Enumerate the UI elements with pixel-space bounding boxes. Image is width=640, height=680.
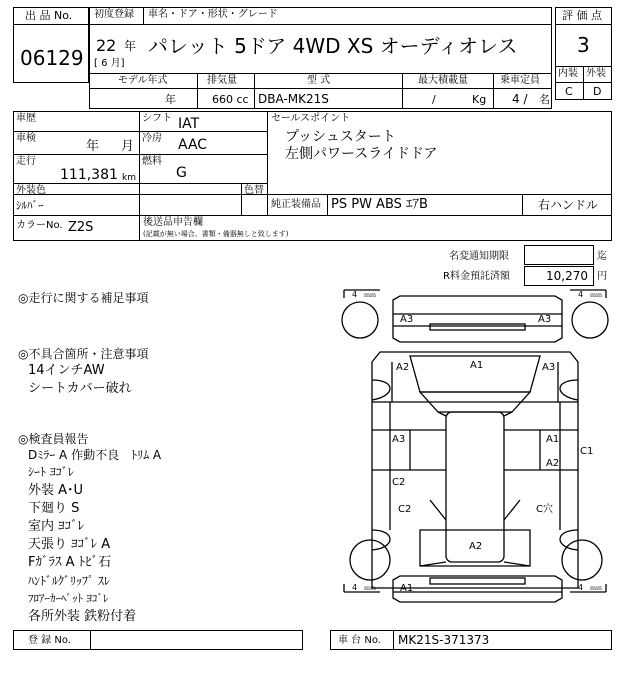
interior-grade: C <box>565 85 573 98</box>
tyre-front-left <box>342 302 378 338</box>
inspector-title: ◎検査員報告 <box>18 432 89 446</box>
recycle-unit: 円 <box>597 271 607 282</box>
shaken-year-unit: 年 <box>86 139 100 154</box>
mark-rear-bumper: A1 <box>400 583 414 594</box>
mark-fender-left: A2 <box>396 362 410 373</box>
mark-pillar-right: C1 <box>580 446 594 457</box>
inspector-note-7: Fｶﾞﾗｽ A ﾄﾋﾞ石 <box>28 555 112 570</box>
chassis-no: MK21S-371373 <box>398 633 490 647</box>
car-name-label: 車名・ドア・形状・グレード <box>148 9 278 20</box>
lot-number: 06129 <box>20 46 84 70</box>
mark-fender-right: A3 <box>542 362 556 373</box>
history-label: 車歴 <box>16 113 36 124</box>
exterior-label: 外装 <box>586 68 606 79</box>
defects-title: ◎不具合箇所・注意事項 <box>18 347 149 361</box>
svg-text:4: 4 <box>578 290 584 299</box>
svg-text:ｍｍ: ｍｍ <box>364 292 377 299</box>
car-body <box>372 352 578 588</box>
fuel-label: 燃料 <box>142 156 162 167</box>
color-no: Z2S <box>68 220 94 235</box>
mark-hood: A1 <box>470 360 484 371</box>
name-change-label: 名変通知期限 <box>449 251 509 262</box>
repaint-label: 色替 <box>244 185 264 196</box>
year-unit: 年 <box>124 39 137 53</box>
shaken-label: 車検 <box>16 133 36 144</box>
sales-point-2: 左側パワースライドドア <box>285 146 438 162</box>
lot-number-label: 出 品 No. <box>25 9 73 22</box>
name-change-unit: 迄 <box>597 251 607 262</box>
mark-front-door-left: A3 <box>392 434 406 445</box>
divider <box>393 630 394 650</box>
ext-color: ｼﾙﾊﾞｰ <box>16 199 44 212</box>
max-load-label: 最大積載量 <box>418 75 468 86</box>
type-label: 型 式 <box>307 75 331 86</box>
mark-rear-gate: A2 <box>469 541 483 552</box>
ac-label: 冷房 <box>142 133 162 144</box>
corner-marker-top-left <box>344 290 380 299</box>
front-bumper <box>393 296 562 342</box>
inspector-note-4: 下廻り S <box>28 501 80 516</box>
aftermarket-label: 後送品申告欄 <box>143 217 203 228</box>
svg-text:ｍｍ: ｍｍ <box>590 292 603 299</box>
chassis-label: 車 台 No. <box>338 635 381 646</box>
color-no-label: カラーNo. <box>16 220 63 231</box>
rear-bumper <box>393 576 562 602</box>
defect-2: シートカバー破れ <box>28 381 132 396</box>
score-label: 評 価 点 <box>562 9 602 22</box>
max-load-unit: Kg <box>472 93 487 106</box>
ac: AAC <box>178 137 208 153</box>
type: DBA-MK21S <box>258 92 329 106</box>
sales-point-label: セールスポイント <box>271 113 351 124</box>
ext-color-label: 外装色 <box>16 185 46 196</box>
inspector-note-3: 外装 A･U <box>28 483 84 498</box>
svg-text:ｍｍ: ｍｍ <box>590 585 603 592</box>
max-load-sep: / <box>432 93 436 106</box>
capacity-label: 乗車定員 <box>500 75 540 86</box>
steering: 右ハンドル <box>538 198 599 212</box>
score: 3 <box>577 33 590 57</box>
first-reg-month: [ 6 月] <box>94 58 125 69</box>
shaken-month-unit: 月 <box>121 139 135 154</box>
displacement: 660 cc <box>212 93 249 106</box>
tyre-front-right <box>572 302 608 338</box>
svg-text:4: 4 <box>352 583 358 592</box>
mark-front-bumper-left: A3 <box>400 314 414 325</box>
car-name: パレット 5ドア 4WD XS オーディオレス <box>148 34 518 58</box>
inspector-note-10: 各所外装 鉄粉付着 <box>28 609 137 624</box>
mileage: 111,381 <box>60 167 118 183</box>
divider <box>90 630 91 650</box>
inspector-note-8: ﾊﾝﾄﾞﾙｸﾞﾘｯﾌﾟ ｽﾚ <box>28 574 110 588</box>
inspector-note-5: 室内 ﾖｺﾞﾚ <box>28 519 85 534</box>
corner-marker-top-right <box>570 290 606 299</box>
recycle-label: R料金預託済額 <box>443 271 510 282</box>
equipment: PS PW ABS ｴｱB <box>331 197 428 212</box>
recycle-amount: 10,270 <box>546 269 588 283</box>
first-reg-label: 初度登録 <box>94 9 134 20</box>
first-reg-year: 22 <box>96 36 117 55</box>
model-year-label: モデル年式 <box>118 75 168 86</box>
mileage-unit: km <box>122 173 136 183</box>
mark-quarter-left: C2 <box>398 504 412 515</box>
svg-text:4: 4 <box>352 290 358 299</box>
inspector-note-9: ﾌﾛｱｰｶｰﾍﾟｯﾄ ﾖｺﾞﾚ <box>28 592 109 605</box>
defect-1: 14インチAW <box>28 363 105 378</box>
tyre-rear-right <box>562 540 602 580</box>
svg-text:ｍｍ: ｍｍ <box>364 585 377 592</box>
inspector-note-6: 天張り ﾖｺﾞﾚ A <box>28 537 111 552</box>
driving-notes-title: ◎走行に関する補足事項 <box>18 291 149 305</box>
mileage-label: 走行 <box>16 156 36 167</box>
equipment-label: 純正装備品 <box>271 199 321 210</box>
mark-rear-door-right: A2 <box>546 458 560 469</box>
shift: IAT <box>178 116 200 132</box>
tyre-rear-left <box>350 540 390 580</box>
shift-label: シフト <box>142 113 172 124</box>
mark-rear-door-left: C2 <box>392 477 406 488</box>
capacity: 4 / <box>512 92 528 106</box>
sales-point-1: プッシュスタート <box>285 129 396 145</box>
exterior-grade: D <box>593 85 602 98</box>
aftermarket-note: (記載が無い場合、書類・備器無しと致します) <box>143 230 289 238</box>
mark-front-door-right: A1 <box>546 434 560 445</box>
inspector-note-1: Dﾐﾗｰ A 作動不良 ﾄﾘﾑ A <box>28 448 162 462</box>
capacity-unit: 名 <box>539 93 550 106</box>
mark-quarter-right: C穴 <box>536 504 553 515</box>
inspector-note-2: ｼｰﾄ ﾖｺﾞﾚ <box>28 465 74 479</box>
interior-label: 内装 <box>558 68 578 79</box>
displacement-label: 排気量 <box>207 75 237 86</box>
model-year-unit: 年 <box>165 93 176 106</box>
svg-text:4: 4 <box>578 583 584 592</box>
reg-no-label: 登 録 No. <box>28 635 71 646</box>
mark-front-bumper-right: A3 <box>538 314 552 325</box>
fuel: G <box>176 165 187 181</box>
